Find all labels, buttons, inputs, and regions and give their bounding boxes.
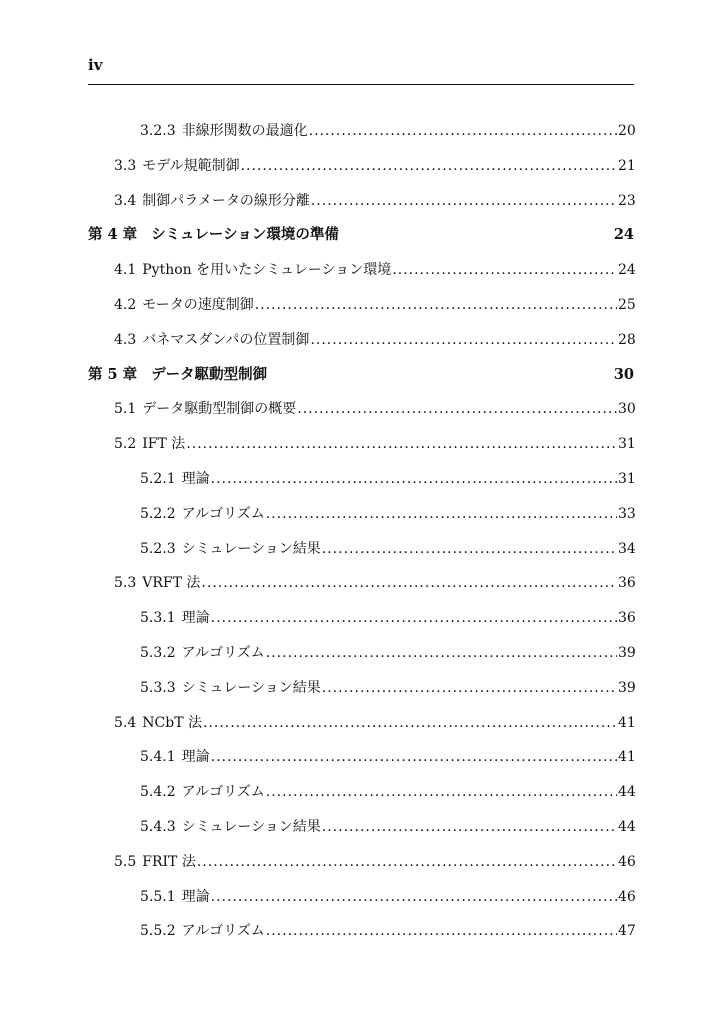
toc-page-number: 39	[618, 679, 636, 696]
toc-dot-leader	[197, 852, 617, 872]
toc-entry-number: 5.2.1	[140, 471, 176, 487]
toc-entry-number: 5.3.3	[140, 679, 176, 696]
toc-entry-title: アルゴリズム	[181, 645, 265, 661]
toc-entry-number: 5.4.3	[140, 819, 176, 835]
toc-entry-row[interactable]	[140, 921, 634, 941]
toc-dot-leader	[322, 678, 617, 698]
toc-page-number: 41	[618, 749, 636, 766]
toc-page-number: 31	[618, 436, 636, 453]
toc-entry-title: シミュレーション結果	[181, 819, 321, 835]
toc-entry-title: VRFT 法	[142, 575, 201, 592]
toc-dot-leader	[309, 121, 617, 141]
toc-dot-leader	[211, 608, 617, 628]
toc-entry-number: 4.2	[114, 297, 137, 313]
toc-entry-title: モデル規範制御	[142, 157, 240, 174]
toc-entry-number: 4.1	[114, 262, 137, 279]
toc-entry-number: 5.2.3	[140, 540, 176, 557]
toc-entry-title: アルゴリズム	[181, 784, 265, 801]
toc-entry-number: 5.2.2	[140, 505, 176, 522]
toc-entry-title: FRIT 法	[142, 853, 196, 870]
toc-chapter-row[interactable]	[88, 365, 634, 385]
toc-entry-number: 5.1	[114, 401, 137, 418]
toc-entry-number: 5.5.2	[140, 923, 176, 940]
toc-page-number: 28	[618, 331, 636, 348]
toc-page-number: 47	[618, 923, 636, 940]
toc-page-number: 25	[618, 297, 636, 313]
toc-dot-leader	[211, 747, 617, 767]
toc-entry-title: 制御パラメータの線形分離	[142, 192, 310, 209]
toc-entry-row[interactable]	[140, 469, 634, 489]
toc-entry-row[interactable]	[140, 887, 634, 907]
toc-dot-leader	[392, 260, 617, 280]
toc-entry-row[interactable]	[114, 399, 634, 419]
toc-entry-number: 5.5	[114, 853, 137, 870]
toc-entry-row[interactable]	[140, 678, 634, 698]
toc-entry-title: モータの速度制御	[142, 297, 254, 313]
toc-entry-number: 5.4	[114, 714, 137, 731]
toc-entry-title: 理論	[181, 888, 210, 905]
toc-page-number: 34	[618, 540, 636, 557]
toc-dot-leader	[266, 643, 617, 663]
toc-page-number: 21	[618, 157, 636, 174]
toc-page-number: 23	[618, 192, 636, 209]
toc-entry-number: 5.5.1	[140, 888, 176, 905]
toc-entry-number: 5.3	[114, 575, 137, 592]
toc-dot-leader	[322, 539, 617, 559]
toc-page-number: 46	[618, 888, 636, 905]
toc-entry-number: 5.3.2	[140, 645, 176, 661]
toc-entry-row[interactable]	[114, 260, 634, 280]
toc-entry-title: シミュレーション環境の準備	[151, 226, 339, 244]
toc-entry-title: Python を用いたシミュレーション環境	[142, 262, 392, 279]
toc-page-number: 44	[618, 819, 636, 835]
toc-dot-leader	[211, 469, 617, 489]
toc-dot-leader	[311, 191, 617, 211]
toc-entry-number: 5.4.1	[140, 749, 176, 766]
toc-entry-number: 第 5 章	[88, 365, 138, 383]
toc-page-number: 33	[618, 505, 636, 522]
toc-entry-row[interactable]	[140, 504, 634, 524]
toc-entry-title: データ駆動型制御の概要	[142, 401, 297, 418]
toc-page-number: 20	[618, 123, 636, 139]
toc-entry-row[interactable]	[140, 643, 634, 663]
toc-page-number: 44	[618, 784, 636, 801]
toc-entry-row[interactable]	[114, 191, 634, 211]
toc-entry-row[interactable]	[114, 156, 634, 176]
toc-entry-title: バネマスダンパの位置制御	[142, 331, 310, 348]
toc-entry-number: 3.2.3	[140, 123, 176, 139]
toc-page-number: 41	[618, 714, 636, 731]
toc-entry-row[interactable]	[114, 330, 634, 350]
toc-entry-title: 理論	[181, 471, 210, 487]
toc-entry-number: 4.3	[114, 331, 137, 348]
toc-dot-leader	[201, 573, 617, 593]
toc-dot-leader	[186, 434, 617, 454]
toc-entry-row[interactable]	[114, 295, 634, 315]
toc-entry-title: シミュレーション結果	[181, 540, 321, 557]
toc-dot-leader	[266, 921, 617, 941]
toc-entry-row[interactable]	[140, 608, 634, 628]
toc-entry-row[interactable]	[140, 782, 634, 802]
toc-dot-leader	[297, 399, 617, 419]
toc-dot-leader	[255, 295, 617, 315]
toc-entry-number: 5.2	[114, 436, 137, 453]
toc-entry-title: シミュレーション結果	[181, 679, 321, 696]
toc-page-number: 36	[618, 575, 636, 592]
toc-entry-row[interactable]	[114, 573, 634, 593]
toc-entry-row[interactable]	[140, 747, 634, 767]
toc-entry-number: 第 4 章	[88, 226, 138, 244]
toc-page-number: 24	[618, 262, 636, 279]
toc-entry-row[interactable]	[114, 434, 634, 454]
toc-entry-number: 3.3	[114, 157, 137, 174]
toc-page-number: 24	[613, 226, 634, 244]
toc-dot-leader	[266, 782, 617, 802]
toc-entry-row[interactable]	[140, 539, 634, 559]
toc-entry-row[interactable]	[140, 121, 634, 141]
toc-entry-title: データ駆動型制御	[151, 365, 268, 383]
toc-entry-title: 理論	[181, 610, 210, 627]
toc-entry-number: 3.4	[114, 192, 137, 209]
toc-page-number: 30	[618, 401, 636, 418]
toc-entry-title: IFT 法	[142, 436, 186, 453]
toc-dot-leader	[211, 887, 617, 907]
toc-entry-row[interactable]	[140, 817, 634, 837]
toc-entry-row[interactable]	[114, 852, 634, 872]
toc-entry-row[interactable]	[114, 713, 634, 733]
toc-entry-title: アルゴリズム	[181, 923, 265, 940]
toc-dot-leader	[266, 504, 617, 524]
toc-page-number: 46	[618, 853, 636, 870]
page-header-label: iv	[88, 56, 103, 74]
toc-entry-number: 5.4.2	[140, 784, 176, 801]
toc-dot-leader	[203, 713, 617, 733]
toc-chapter-row[interactable]	[88, 225, 634, 245]
toc-page-number: 31	[618, 471, 636, 487]
toc-dot-leader	[310, 330, 617, 350]
toc-entry-title: 理論	[181, 749, 210, 766]
toc-page-number: 39	[618, 645, 636, 661]
toc-entry-title: NCbT 法	[142, 714, 202, 731]
toc-page-number: 36	[618, 610, 636, 627]
toc-entry-title: アルゴリズム	[181, 505, 265, 522]
toc-entry-title: 非線形関数の最適化	[181, 123, 308, 139]
toc-dot-leader	[241, 156, 617, 176]
toc-entry-number: 5.3.1	[140, 610, 176, 627]
toc-dot-leader	[322, 817, 617, 837]
toc-page-number: 30	[613, 365, 634, 383]
